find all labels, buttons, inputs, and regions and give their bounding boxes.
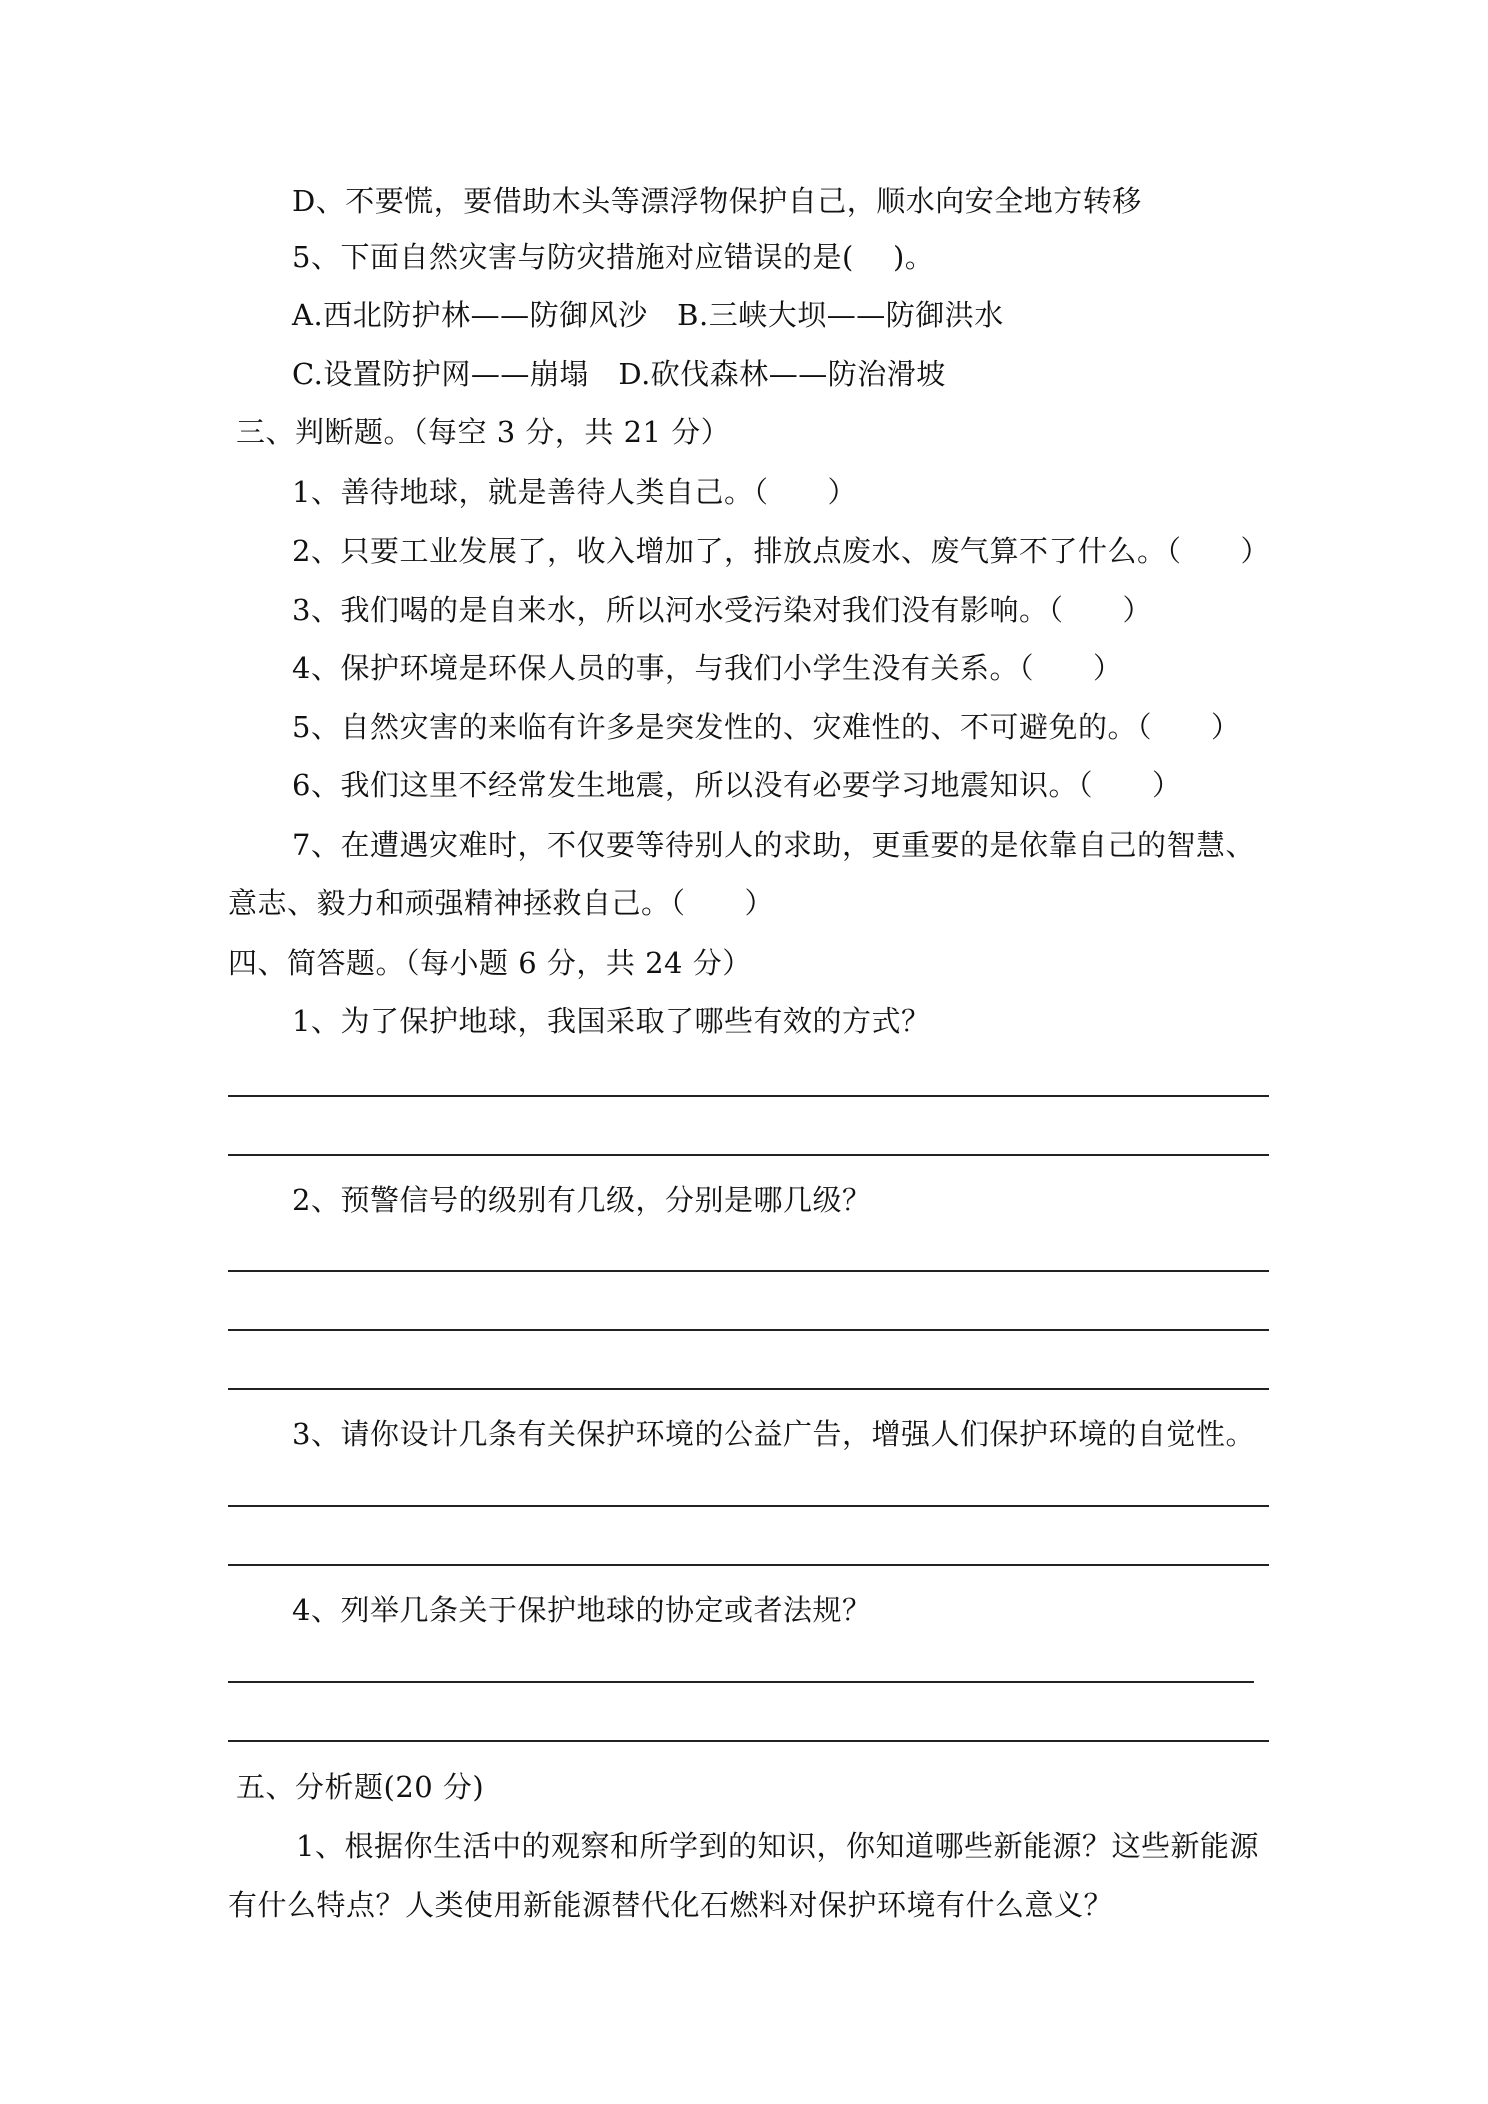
analysis-question-1-line-2: 有什么特点？人类使用新能源替代化石燃料对保护环境有什么意义？ bbox=[228, 1888, 1114, 1922]
question-5-text: 5、下面自然灾害与防灾措施对应错误的是( )。 bbox=[292, 240, 935, 274]
tf-item-7-line-1: 7、在遭遇灾难时，不仅要等待别人的求助，更重要的是依靠自己的智慧、 bbox=[292, 828, 1255, 862]
tf-item-3: 3、我们喝的是自来水，所以河水受污染对我们没有影响。（ ） bbox=[292, 593, 1152, 627]
section-5-heading: 五、分析题(20 分) bbox=[236, 1770, 485, 1804]
tf-item-2: 2、只要工业发展了，收入增加了，排放点废水、废气算不了什么。（ ） bbox=[292, 534, 1270, 568]
option-d-text: D、不要慌，要借助木头等漂浮物保护自己，顺水向安全地方转移 bbox=[292, 184, 1142, 218]
tf-item-6: 6、我们这里不经常发生地震，所以没有必要学习地震知识。（ ） bbox=[292, 768, 1182, 802]
section-3-heading: 三、判断题。（每空 3 分，共 21 分） bbox=[236, 415, 731, 449]
tf-item-4: 4、保护环境是环保人员的事，与我们小学生没有关系。（ ） bbox=[292, 651, 1123, 685]
tf-item-7-line-2: 意志、毅力和顽强精神拯救自己。（ ） bbox=[228, 886, 775, 920]
short-answer-question-2: 2、预警信号的级别有几级，分别是哪几级？ bbox=[292, 1183, 872, 1217]
answer-line bbox=[228, 1505, 1269, 1507]
answer-line bbox=[228, 1270, 1269, 1272]
question-5-options-cd: C.设置防护网——崩塌 D.砍伐森林——防治滑坡 bbox=[292, 357, 946, 391]
answer-line bbox=[228, 1564, 1269, 1566]
short-answer-question-3: 3、请你设计几条有关保护环境的公益广告，增强人们保护环境的自觉性。 bbox=[292, 1417, 1255, 1451]
tf-item-5: 5、自然灾害的来临有许多是突发性的、灾难性的、不可避免的。（ ） bbox=[292, 710, 1241, 744]
answer-line bbox=[228, 1681, 1254, 1683]
analysis-question-1-line-1: 1、根据你生活中的观察和所学到的知识，你知道哪些新能源？这些新能源 bbox=[296, 1829, 1259, 1863]
answer-line bbox=[228, 1329, 1269, 1331]
question-5-options-ab: A.西北防护林——防御风沙 B.三峡大坝——防御洪水 bbox=[292, 298, 1004, 332]
answer-line bbox=[228, 1740, 1269, 1742]
answer-line bbox=[228, 1095, 1269, 1097]
tf-item-1: 1、善待地球，就是善待人类自己。（ ） bbox=[292, 475, 857, 509]
short-answer-question-1: 1、为了保护地球，我国采取了哪些有效的方式？ bbox=[292, 1004, 931, 1038]
short-answer-question-4: 4、列举几条关于保护地球的协定或者法规？ bbox=[292, 1593, 872, 1627]
answer-line bbox=[228, 1388, 1269, 1390]
answer-line bbox=[228, 1154, 1269, 1156]
section-4-heading: 四、简答题。（每小题 6 分，共 24 分） bbox=[228, 946, 752, 980]
